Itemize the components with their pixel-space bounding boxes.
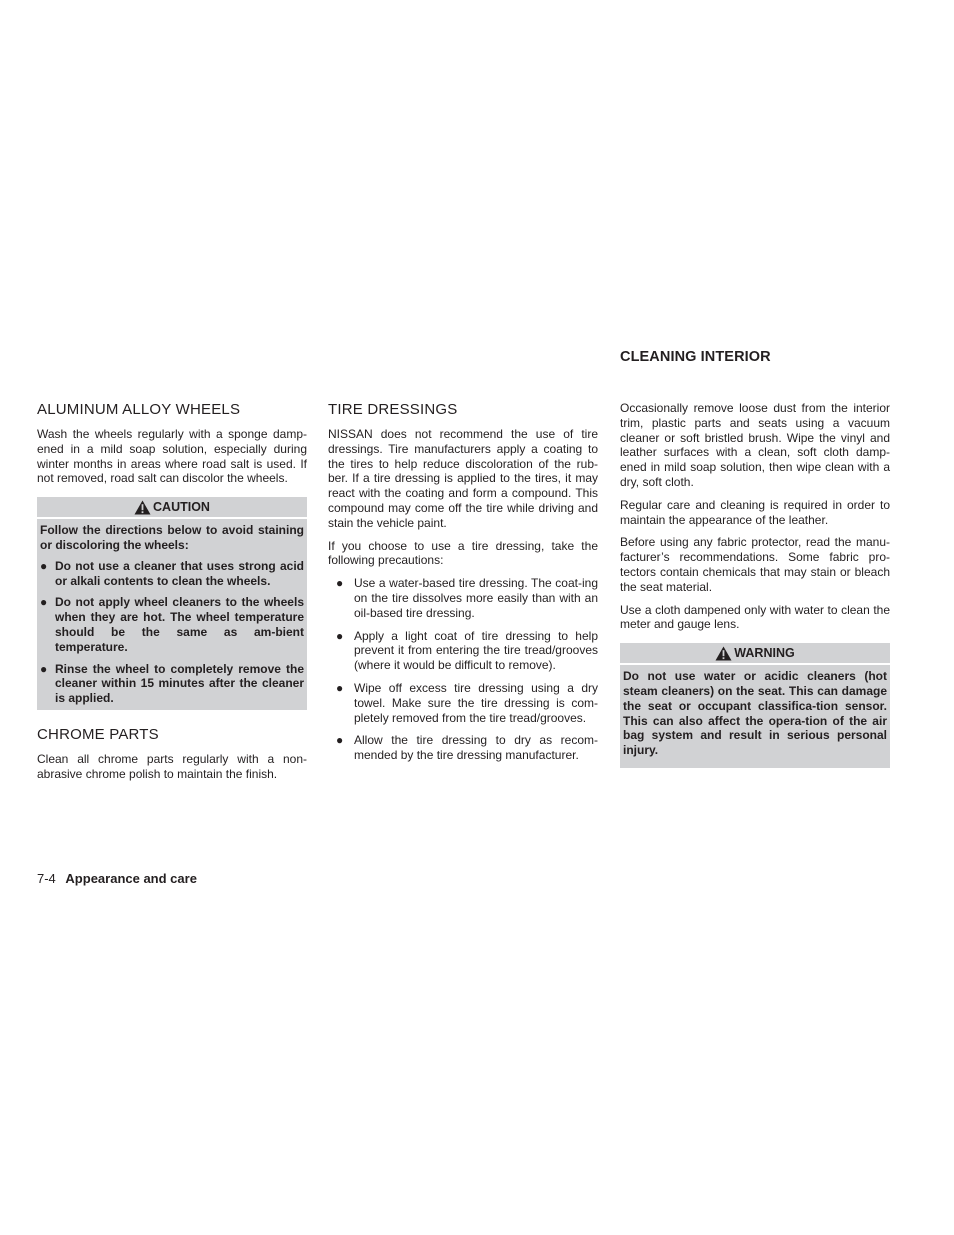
interior-paragraph-3: Before using any fabric protector, read the manu-facturer’s recommendations. Some fabric pro-tectors contain chemicals that may stain or bleach the seat material.: [620, 535, 890, 594]
caution-item: [40, 595, 304, 654]
interior-paragraph-2: Regular care and cleaning is required in order to maintain the appearance of the leather.: [620, 497, 890, 527]
caution-item: [40, 559, 304, 589]
list-item: [328, 576, 598, 620]
warning-text: Do not use water or acidic cleaners (hot steam cleaners) on the seat. This can damage the seat or occupant classifica-tion sensor. This can also affect the opera-tion of the air bag system and result in serious personal injury.: [623, 669, 887, 758]
chrome-parts-heading: CHROME PARTS: [37, 725, 159, 743]
bullet-icon: ●: [336, 576, 344, 591]
page-number: 7-4: [37, 871, 56, 886]
bullet-icon: ●: [40, 558, 48, 573]
list-item: [328, 733, 598, 763]
list-item-text: Wipe off excess tire dressing using a dry towel. Make sure the tire dressing is com-pletely removed from the tire tread/grooves.: [354, 680, 598, 725]
caution-box: [37, 497, 307, 710]
caution-item-text: Do not use a cleaner that uses strong acid or alkali contents to clean the wheels.: [55, 558, 304, 588]
bullet-icon: ●: [336, 680, 344, 695]
warning-header: [620, 643, 890, 665]
warning-triangle-icon: [134, 500, 151, 515]
list-item-text: Use a water-based tire dressing. The coat-ing on the tire dissolves more easily than with an oil-based tire dressing.: [354, 576, 598, 620]
cleaning-interior-heading: CLEANING INTERIOR: [620, 349, 771, 365]
chrome-parts-text: Clean all chrome parts regularly with a non-abrasive chrome polish to maintain the finish.: [37, 751, 307, 781]
list-item: [328, 629, 598, 673]
caution-label: CAUTION: [153, 500, 210, 515]
list-item-text: Apply a light coat of tire dressing to help prevent it from entering the tire tread/grooves (where it would be difficult to remove).: [354, 628, 598, 673]
column-middle: [328, 401, 598, 771]
warning-label: WARNING: [734, 646, 795, 661]
caution-item: [40, 662, 304, 706]
warning-box: [620, 643, 890, 768]
list-item: [328, 681, 598, 725]
bullet-icon: ●: [40, 595, 48, 610]
aluminum-wheels-text: Wash the wheels regularly with a sponge damp-ened in a mild soap solution, especially during winter months in areas where road salt is used. If not removed, road salt can discolor the wheels.: [37, 427, 307, 486]
list-item-text: Allow the tire dressing to dry as recom-mended by the tire dressing manufacturer.: [354, 733, 598, 763]
page-footer: [37, 871, 197, 887]
tire-dressings-heading: TIRE DRESSINGS: [328, 401, 458, 418]
tire-dressings-text: NISSAN does not recommend the use of tire dressings. Tire manufacturers apply a coating to the tires to help reduce discoloration of the rub-ber. If a tire dressing is applied to the tires, it may react with the coating and form a compound. This compound may come off the tire while driving and stain the vehicle paint.: [328, 427, 598, 530]
warning-triangle-icon: [715, 646, 732, 661]
column-right: [620, 348, 890, 784]
caution-intro: Follow the directions below to avoid staining or discoloring the wheels:: [40, 523, 304, 552]
caution-item-text: Rinse the wheel to completely remove the cleaner within 15 minutes after the cleaner is applied.: [55, 661, 304, 706]
tire-precautions-list: [328, 576, 598, 763]
interior-paragraph-1: Occasionally remove loose dust from the interior trim, plastic parts and seats using a vacuum cleaner or soft bristled brush. Wipe the vinyl and leather surfaces with a clean, soft cloth damp-ened in mild soap solution, then wipe clean with a dry, soft cloth.: [620, 401, 890, 489]
caution-item-text: Do not apply wheel cleaners to the wheels when they are hot. The wheel temperature should be the same as am-bient temperature.: [55, 595, 304, 654]
aluminum-wheels-heading: ALUMINUM ALLOY WHEELS: [37, 401, 241, 418]
tire-dressings-intro: If you choose to use a tire dressing, take the following precautions:: [328, 538, 598, 568]
section-title: Appearance and care: [65, 871, 197, 886]
bullet-icon: ●: [336, 733, 344, 748]
column-left: [37, 401, 307, 790]
interior-paragraph-4: Use a cloth dampened only with water to clean the meter and gauge lens.: [620, 602, 890, 632]
bullet-icon: ●: [40, 661, 48, 676]
caution-header: [37, 497, 307, 519]
bullet-icon: ●: [336, 628, 344, 643]
